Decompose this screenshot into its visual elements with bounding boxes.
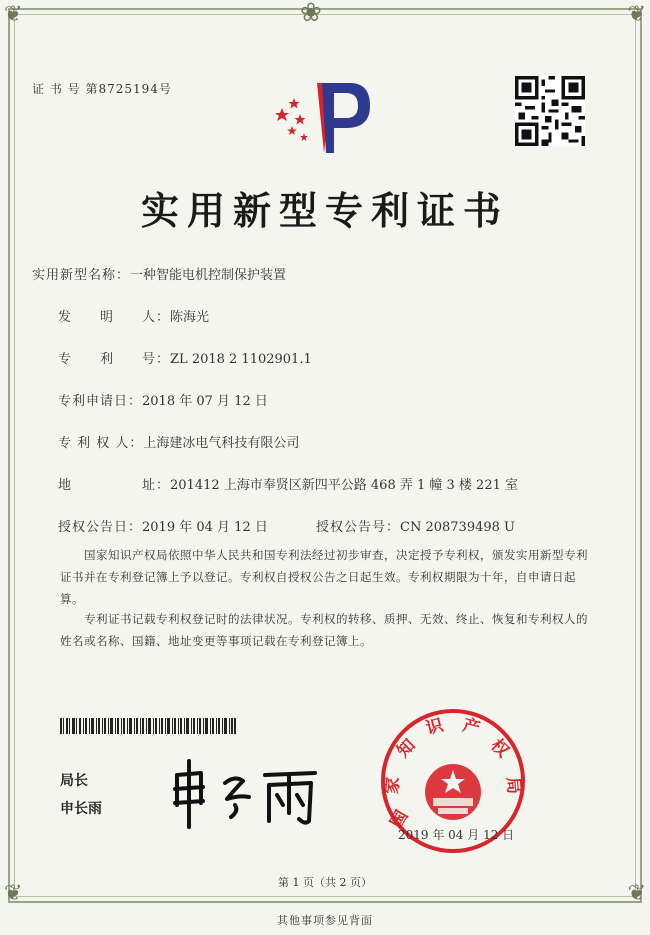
utility-name-field bbox=[32, 264, 286, 283]
svg-text:识: 识 bbox=[423, 715, 446, 740]
signatory-title: 局长 bbox=[60, 773, 88, 789]
address-label: 地 址： bbox=[58, 478, 171, 493]
cnipa-logo-icon bbox=[262, 78, 382, 158]
utility-name-label: 实用新型名称： bbox=[32, 268, 131, 283]
address-value: 201412 上海市奉贤区新四平公路 468 弄 1 幢 3 楼 221 室 bbox=[170, 478, 519, 493]
address-field bbox=[58, 474, 518, 493]
utility-name-value: 一种智能电机控制保护装置 bbox=[130, 268, 287, 283]
patentee-value: 上海建冰电气科技有限公司 bbox=[143, 436, 300, 451]
barcode-icon bbox=[60, 718, 236, 734]
filing-date-value: 2018 年 07 月 12 日 bbox=[142, 394, 268, 409]
grant-date-value: 2019 年 04 月 12 日 bbox=[142, 520, 268, 535]
grant-date-field bbox=[58, 516, 268, 535]
inventor-value: 陈海光 bbox=[170, 310, 210, 325]
inventor-label: 发 明 人： bbox=[58, 310, 171, 325]
svg-text:局: 局 bbox=[502, 776, 524, 795]
certificate-number: 证 书 号 第8725194号 bbox=[32, 82, 172, 96]
patent-number-value: ZL 2018 2 1102901.1 bbox=[170, 352, 312, 367]
svg-text:知: 知 bbox=[393, 735, 420, 762]
patentee-label: 专 利 权 人： bbox=[58, 436, 144, 451]
corner-ornament-icon: ❦ bbox=[4, 881, 23, 906]
svg-text:权: 权 bbox=[486, 735, 513, 762]
handwritten-signature-icon bbox=[165, 755, 325, 835]
filing-date-field bbox=[58, 390, 268, 409]
svg-text:国: 国 bbox=[386, 807, 413, 832]
patent-number-field bbox=[58, 348, 312, 367]
grant-number-label: 授权公告号： bbox=[316, 520, 401, 535]
patent-number-label: 专 利 号： bbox=[58, 352, 171, 367]
page-number: 第 1 页（共 2 页） bbox=[278, 876, 372, 889]
corner-ornament-icon: ❦ bbox=[4, 2, 23, 27]
corner-ornament-icon: ❦ bbox=[627, 2, 646, 27]
grant-number-value: CN 208739498 U bbox=[400, 520, 515, 535]
grant-date-label: 授权公告日： bbox=[58, 520, 143, 535]
top-ornament-icon: ❀ bbox=[300, 0, 322, 28]
svg-text:家: 家 bbox=[382, 776, 404, 795]
seal-date: 2019 年 04 月 12 日 bbox=[398, 828, 515, 842]
signatory-name: 申长雨 bbox=[60, 801, 102, 817]
legal-status-paragraph: 专利证书记载专利权登记时的法律状况。专利权的转移、质押、无效、终止、恢复和专利权人的姓名或名称、国籍、地址变更等事项记载在专利登记簿上。 bbox=[60, 612, 588, 648]
grant-statement-paragraph: 国家知识产权局依照中华人民共和国专利法经过初步审查，决定授予专利权，颁发实用新型专利证书并在专利登记簿上予以登记。专利权自授权公告之日起生效。专利权期限为十年，自申请日起算。 bbox=[60, 548, 588, 606]
filing-date-label: 专利申请日： bbox=[58, 394, 143, 409]
certificate-title: 实用新型专利证书 bbox=[140, 188, 509, 233]
grant-number-field bbox=[316, 516, 515, 535]
corner-ornament-icon: ❦ bbox=[627, 881, 646, 906]
footer-note: 其他事项参见背面 bbox=[277, 914, 373, 927]
qr-code-icon bbox=[515, 76, 585, 146]
inventor-field bbox=[58, 306, 209, 325]
patentee-field bbox=[58, 432, 299, 451]
svg-text:产: 产 bbox=[460, 715, 483, 740]
